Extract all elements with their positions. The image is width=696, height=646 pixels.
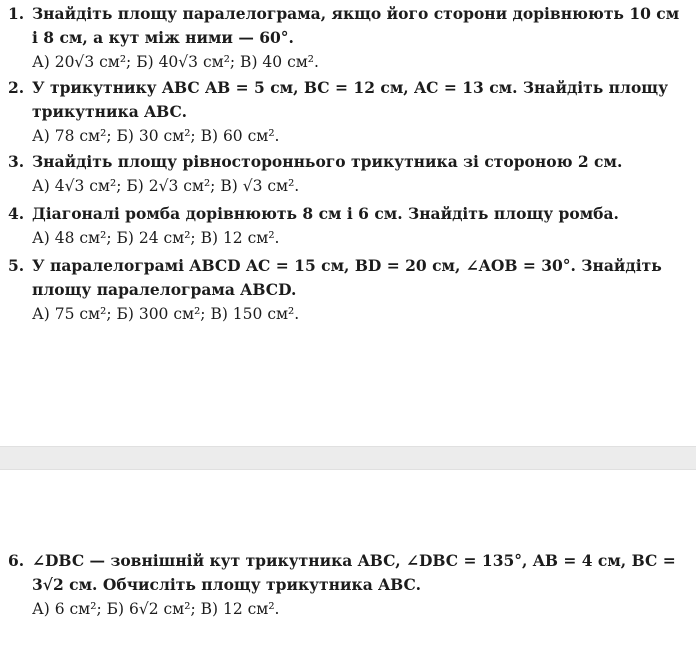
problem-number: 3.: [8, 152, 25, 171]
problem-question: Діагоналі ромба дорівнюють 8 см і 6 см. Знайдіть площу ромба.: [32, 204, 619, 223]
problem-6: [8, 549, 684, 621]
problem-1: [8, 2, 684, 74]
section-separator: [0, 446, 696, 470]
problem-number: 1.: [8, 4, 25, 23]
problem-question: Знайдіть площу рівностороннього трикутника зі стороною 2 см.: [32, 152, 623, 171]
problem-3: [8, 150, 684, 198]
problem-4: [8, 202, 684, 250]
problem-question: У паралелограмі ABCD AC = 15 см, BD = 20 см, ∠AOB = 30°. Знайдіть площу паралелограма ABCD.: [32, 256, 662, 299]
answer-options: А) 48 см²; Б) 24 см²; В) 12 см².: [32, 229, 280, 247]
problem-number: 5.: [8, 256, 25, 275]
problem-question: У трикутнику ABC AB = 5 см, BC = 12 см, AC = 13 см. Знайдіть площу трикутника ABC.: [32, 78, 668, 121]
problem-2: [8, 76, 684, 148]
problem-number: 2.: [8, 78, 25, 97]
answer-options: А) 20√3 см²; Б) 40√3 см²; В) 40 см².: [32, 53, 319, 71]
answer-options: А) 78 см²; Б) 30 см²; В) 60 см².: [32, 127, 280, 145]
answer-options: А) 6 см²; Б) 6√2 см²; В) 12 см².: [32, 600, 280, 618]
problem-number: 6.: [8, 551, 25, 570]
answer-options: А) 75 см²; Б) 300 см²; В) 150 см².: [32, 305, 300, 323]
problem-question: Знайдіть площу паралелограма, якщо його сторони дорівнюють 10 см і 8 см, а кут між ними — 60°.: [32, 4, 680, 47]
problem-5: [8, 254, 684, 326]
problem-question: ∠DBC — зовнішній кут трикутника ABC, ∠DBC = 135°, AB = 4 см, BC = 3√2 см. Обчисліть площу трикутника ABC.: [32, 551, 676, 594]
problem-number: 4.: [8, 204, 25, 223]
answer-options: А) 4√3 см²; Б) 2√3 см²; В) √3 см².: [32, 177, 300, 195]
